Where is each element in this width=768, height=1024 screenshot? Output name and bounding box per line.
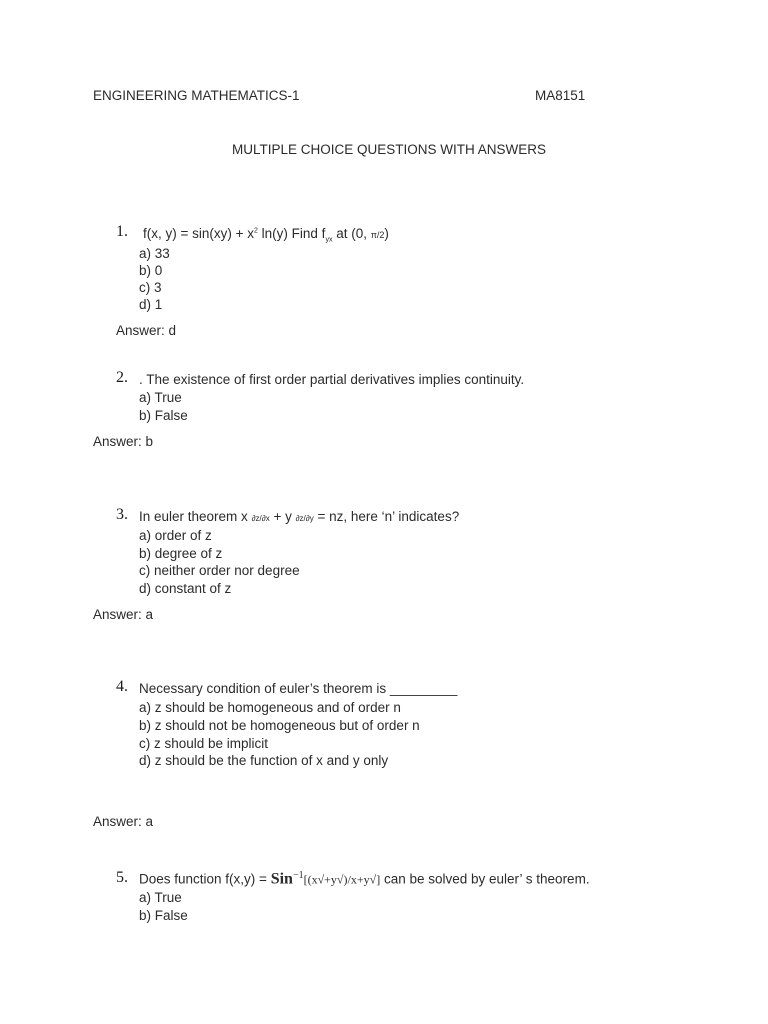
question-5-option-a: a) True: [139, 890, 182, 905]
question-1-option-b: b) 0: [139, 263, 163, 278]
question-3-answer: Answer: a: [93, 607, 154, 622]
question-1-answer: Answer: d: [116, 323, 177, 338]
question-4-answer: Answer: a: [93, 814, 154, 829]
question-4-option-a: a) z should be homogeneous and of order n: [139, 700, 401, 715]
question-2-option-a: a) True: [139, 390, 182, 405]
question-2-text: . The existence of first order partial derivatives implies continuity.: [139, 372, 525, 387]
question-4-text: Necessary condition of euler’s theorem is _________: [139, 681, 458, 696]
question-3-number: 3.: [116, 506, 128, 523]
question-4-option-b: b) z should not be homogeneous but of order n: [139, 718, 420, 733]
question-1-option-d: d) 1: [139, 297, 163, 312]
question-3-option-d: d) constant of z: [139, 581, 232, 596]
question-1-text: f(x, $y) = \sin(xy) + x^2$ ln(y) Find $f_{yx}$ at (0, π/2): [143, 226, 389, 244]
question-2-number: 2.: [116, 369, 128, 386]
page-subtitle: MULTIPLE CHOICE QUESTIONS WITH ANSWERS: [232, 142, 547, 157]
question-3-option-b: b) degree of z: [139, 546, 223, 561]
question-1-option-c: c) 3: [139, 280, 162, 295]
question-5-option-b: b) False: [139, 908, 188, 923]
course-title: ENGINEERING MATHEMATICS-1: [93, 88, 300, 103]
question-5-number: 5.: [116, 869, 128, 886]
question-2-option-b: b) False: [139, 408, 188, 423]
question-2-answer: Answer: b: [93, 434, 154, 449]
question-4-option-d: d) z should be the function of x and y only: [139, 753, 389, 768]
question-3-text: In euler theorem x ∂z/∂x + y ∂z/∂y = nz, here ‘n’ indicates?: [139, 509, 460, 524]
question-3-option-a: a) order of z: [139, 528, 212, 543]
course-code: MA8151: [535, 88, 586, 103]
question-3-option-c: c) neither order nor degree: [139, 563, 300, 578]
question-5-text: Does function f(x,y) = Sin$^{-1}$[(x√+y√)/x+y√] can be solved by euler’ s theorem.: [139, 870, 590, 888]
question-4-option-c: c) z should be implicit: [139, 736, 269, 751]
question-1-option-a: a) 33: [139, 246, 170, 261]
question-4-number: 4.: [116, 678, 128, 695]
question-1-number: 1.: [116, 223, 128, 240]
